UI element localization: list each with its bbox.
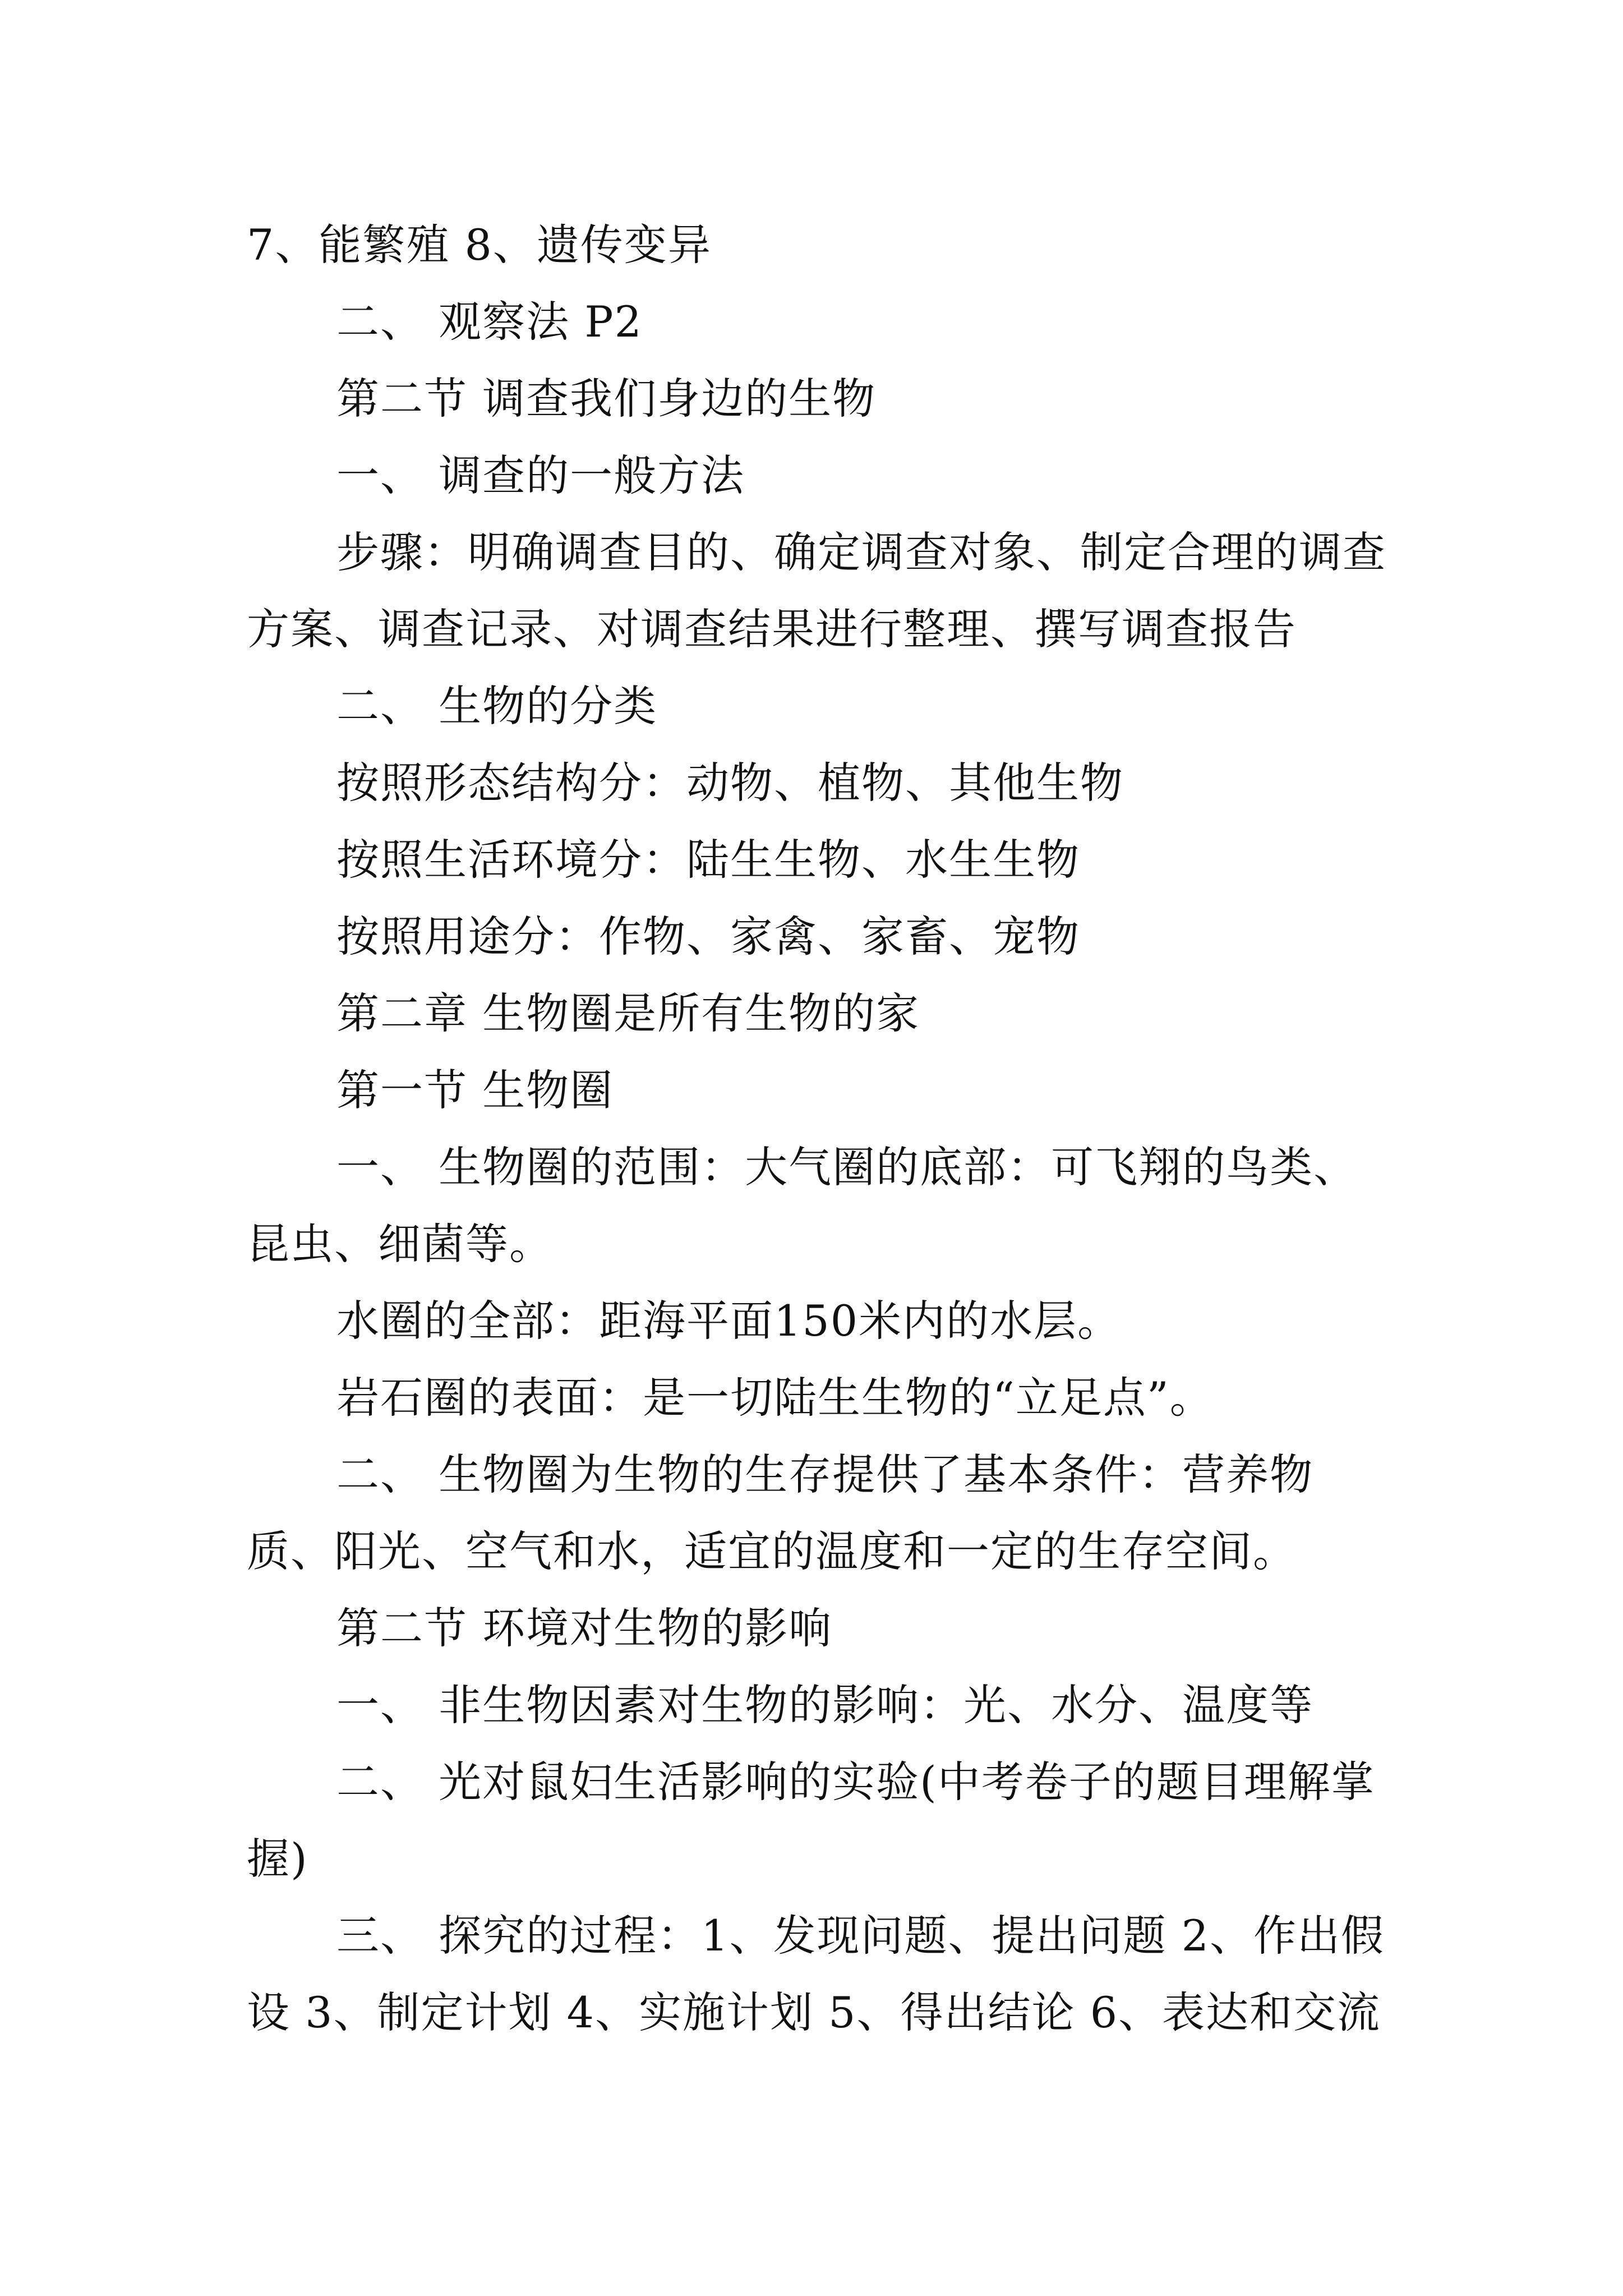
paragraph-7: 按照形态结构分：动物、植物、其他生物 bbox=[336, 758, 1124, 808]
paragraph-1: 7、能繁殖 8、遗传变异 bbox=[247, 220, 712, 270]
paragraph-18: 二、 光对鼠妇生活影响的实验(中考卷子的题目理解掌握) bbox=[247, 1757, 1375, 1884]
chapter-heading: 第二章 生物圈是所有生物的家 bbox=[336, 988, 920, 1038]
paragraph-4: 一、 调查的一般方法 bbox=[336, 450, 745, 500]
paragraph-19: 三、 探究的过程：1、发现问题、提出问题 2、作出假设 3、制定计划 4、实施计划 5、得出结论 6、表达和交流 bbox=[247, 1911, 1385, 2037]
paragraph-15: 二、 生物圈为生物的生存提供了基本条件：营养物质、阳光、空气和水，适宜的温度和一定的生存空间。 bbox=[247, 1450, 1314, 1576]
paragraph-17: 一、 非生物因素对生物的影响：光、水分、温度等 bbox=[336, 1680, 1314, 1730]
section-heading: 第二节 环境对生物的影响 bbox=[336, 1603, 833, 1653]
paragraph-2: 二、 观察法 P2 bbox=[336, 297, 643, 347]
paragraph-5: 步骤：明确调查目的、确定调查对象、制定合理的调查方案、调查记录、对调查结果进行整理、撰写调查报告 bbox=[247, 527, 1386, 654]
paragraph-8: 按照生活环境分：陆生生物、水生生物 bbox=[336, 835, 1080, 885]
paragraph-6: 二、 生物的分类 bbox=[336, 681, 658, 731]
paragraph-14: 岩石圈的表面：是一切陆生生物的“立足点”。 bbox=[336, 1373, 1214, 1423]
paragraph-13: 水圈的全部：距海平面150米内的水层。 bbox=[336, 1296, 1122, 1346]
paragraph-12: 一、 生物圈的范围：大气圈的底部：可飞翔的鸟类、昆虫、细菌等。 bbox=[247, 1142, 1358, 1269]
paragraph-9: 按照用途分：作物、家禽、家畜、宠物 bbox=[336, 912, 1080, 961]
section-heading: 第二节 调查我们身边的生物 bbox=[336, 374, 877, 424]
section-heading: 第一节 生物圈 bbox=[336, 1065, 614, 1115]
document-body bbox=[247, 206, 1391, 2051]
